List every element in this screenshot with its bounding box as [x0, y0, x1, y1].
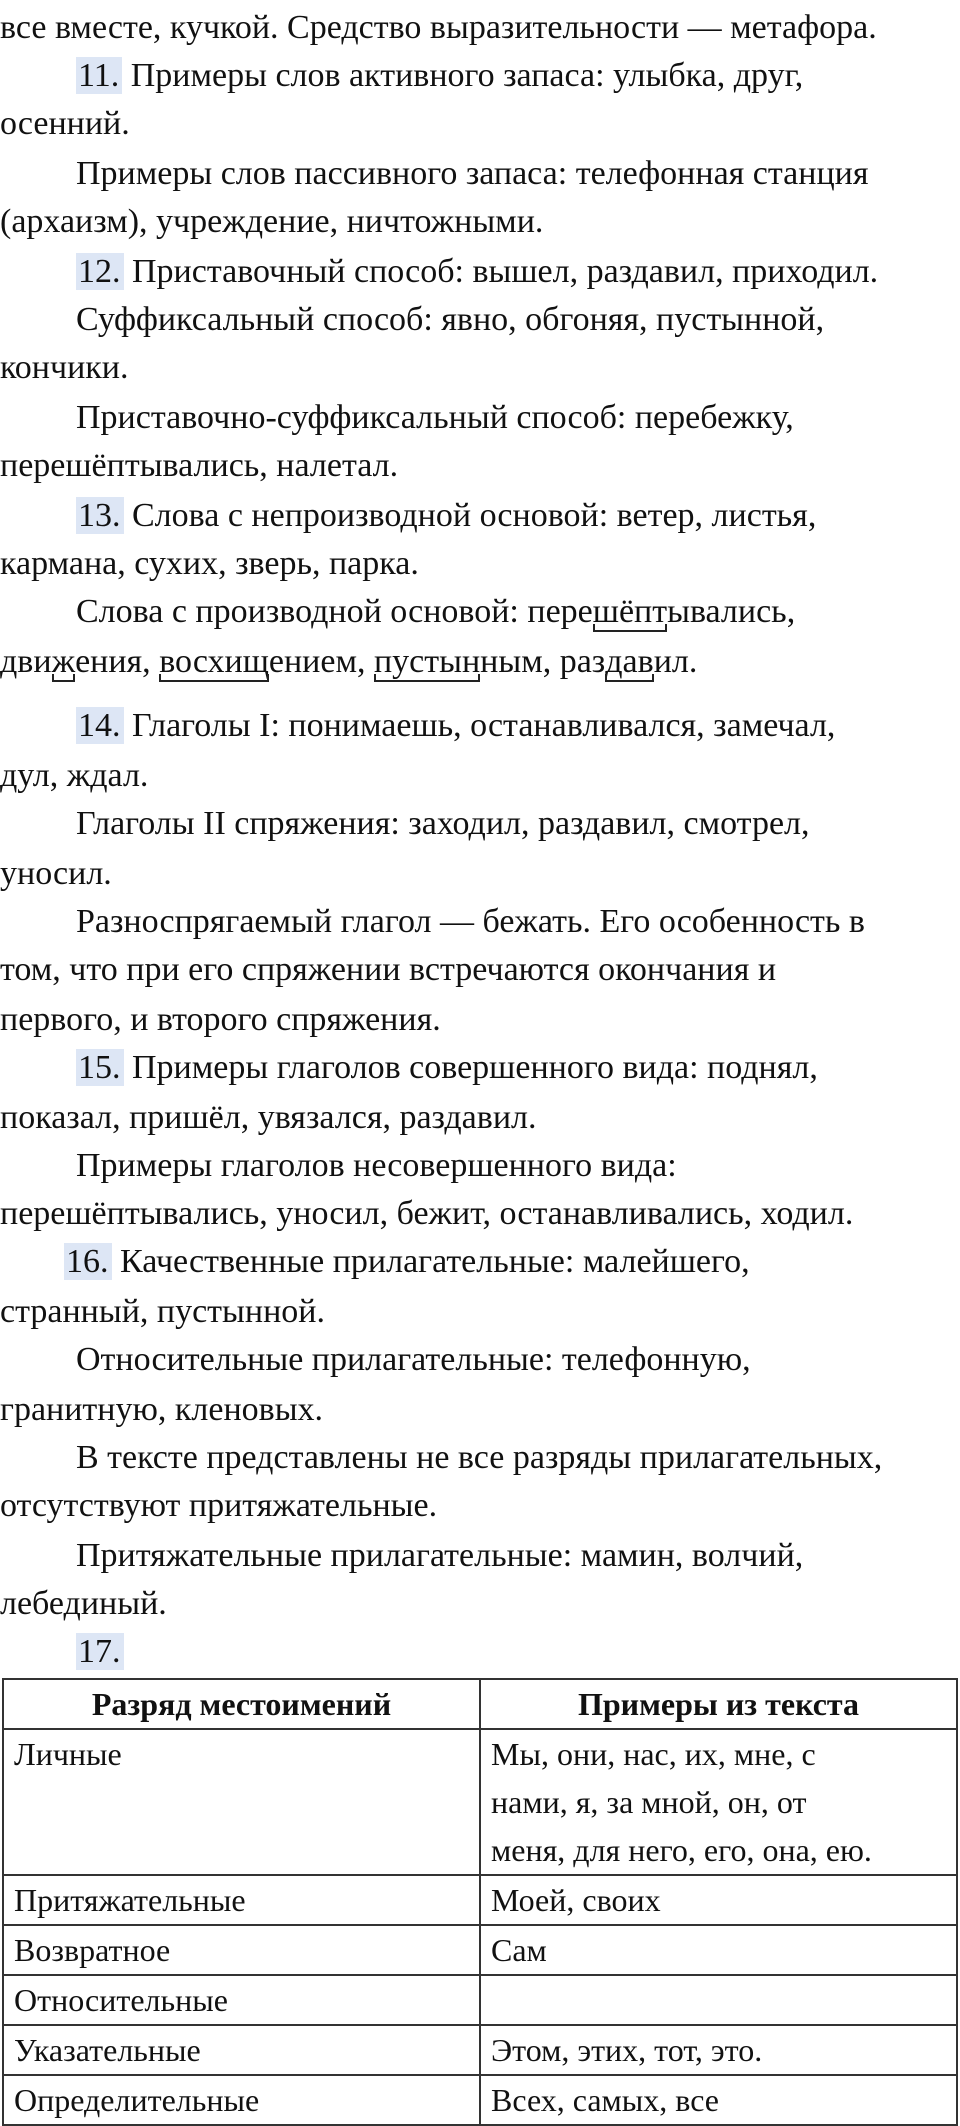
text-span: Глаголы I: понимаешь, останавливался, замечал, — [123, 707, 836, 744]
examples-cell — [480, 1975, 957, 2025]
category-cell: Указательные — [3, 2025, 480, 2075]
text-span: ным, раз — [480, 643, 606, 680]
text-line — [0, 542, 419, 586]
suffix-mark: пустын — [374, 640, 480, 684]
text-line — [64, 1240, 750, 1284]
examples-line: Мы, они, нас, их, мне, с — [491, 1736, 816, 1772]
suffix-mark: шёпт — [593, 590, 667, 634]
text-line — [0, 346, 129, 390]
text-line — [0, 1484, 437, 1528]
text-line — [0, 444, 398, 488]
answer-number: 14. — [76, 707, 124, 744]
text-span: показал, пришёл, увязался, раздавил. — [0, 1099, 537, 1136]
text-line — [0, 1192, 853, 1236]
table-row — [3, 2075, 957, 2125]
text-span: Примеры слов пассивного запаса: телефонная станция — [76, 155, 869, 192]
answer-number: 13. — [76, 497, 124, 534]
text-span: перешёптывались, налетал. — [0, 447, 399, 484]
text-line — [0, 640, 697, 684]
text-span: ил. — [653, 643, 698, 680]
text-span: осенний. — [0, 105, 130, 142]
text-line — [76, 1338, 751, 1382]
text-span: Качественные прилагательные: малейшего, — [111, 1243, 750, 1280]
category-cell: Относительные — [3, 1975, 480, 2025]
table-row — [3, 1925, 957, 1975]
text-line — [0, 852, 112, 896]
table-row — [3, 2025, 957, 2075]
suffix-mark: восхищ — [159, 640, 269, 684]
answer-number: 12. — [76, 253, 124, 290]
text-line — [76, 54, 803, 98]
column-header: Примеры из текста — [480, 1679, 957, 1729]
text-span: дви — [0, 643, 52, 680]
text-span: (архаизм), учреждение, ничтожными. — [0, 203, 544, 240]
text-line — [0, 1096, 536, 1140]
suffix-mark: дав — [605, 640, 653, 684]
table-row — [3, 1975, 957, 2025]
text-line — [76, 298, 824, 342]
text-span: первого, и второго спряжения. — [0, 1001, 441, 1038]
text-span: Приставочный способ: вышел, раздавил, приходил. — [123, 253, 879, 290]
examples-cell — [480, 1729, 957, 1875]
text-line — [0, 102, 130, 146]
text-line — [76, 900, 865, 944]
table-row — [3, 1729, 957, 1875]
text-line — [0, 754, 148, 798]
text-line — [76, 1436, 882, 1480]
text-line — [76, 802, 810, 846]
suffix-mark: ж — [52, 640, 76, 684]
examples-cell: Всех, самых, все — [480, 2075, 957, 2125]
text-span: перешёптывались, уносил, бежит, останавливались, ходил. — [0, 1195, 854, 1232]
text-span: Суффиксальный способ: явно, обгоняя, пустынной, — [76, 301, 825, 338]
table-row — [3, 1875, 957, 1925]
text-span: Примеры слов активного запаса: улыбка, друг, — [122, 57, 804, 94]
table-header-row — [3, 1679, 957, 1729]
text-span: Приставочно-суффиксальный способ: перебежку, — [76, 399, 794, 436]
category-cell: Возвратное — [3, 1925, 480, 1975]
text-span: ения, — [75, 643, 160, 680]
text-line — [0, 200, 543, 244]
text-span: гранитную, кленовых. — [0, 1391, 324, 1428]
text-line — [76, 1046, 818, 1090]
text-span: ывались, — [667, 593, 796, 630]
examples-cell: Этом, этих, тот, это. — [480, 2025, 957, 2075]
text-span: Слова с производной основой: пере — [76, 593, 593, 630]
text-line — [76, 152, 868, 196]
category-cell: Определительные — [3, 2075, 480, 2125]
text-span: Притяжательные прилагательные: мамин, волчий, — [76, 1537, 804, 1574]
answer-number: 17. — [76, 1633, 124, 1670]
text-line — [76, 704, 835, 748]
text-span: том, что при его спряжении встречаются окончания и — [0, 951, 777, 988]
text-line — [76, 250, 878, 294]
text-span: дул, ждал. — [0, 757, 149, 794]
text-line — [76, 590, 795, 634]
text-line — [76, 396, 794, 440]
text-span: все вместе, кучкой. Средство выразительности — метафора. — [0, 9, 877, 46]
answer-number: 16. — [64, 1243, 112, 1280]
text-line — [76, 494, 816, 538]
text-span: лебединый. — [0, 1585, 167, 1622]
text-line — [0, 1388, 323, 1432]
text-span: Примеры глаголов совершенного вида: поднял, — [123, 1049, 818, 1086]
column-header: Разряд местоимений — [3, 1679, 480, 1729]
examples-line: нами, я, за мной, он, от — [491, 1784, 807, 1820]
examples-line: меня, для него, его, она, ею. — [491, 1832, 872, 1868]
category-cell: Личные — [3, 1729, 480, 1875]
text-line — [76, 1630, 124, 1674]
text-span: уносил. — [0, 855, 112, 892]
text-span: Глаголы II спряжения: заходил, раздавил, смотрел, — [76, 805, 810, 842]
text-line — [0, 948, 776, 992]
answer-number: 11. — [76, 57, 122, 94]
text-span: Примеры глаголов несовершенного вида: — [76, 1147, 677, 1184]
text-line — [76, 1144, 677, 1188]
text-span: кармана, сухих, зверь, парка. — [0, 545, 419, 582]
text-span: В тексте представлены не все разряды прилагательных, — [76, 1439, 883, 1476]
pronoun-table — [2, 1678, 958, 2126]
answer-number: 15. — [76, 1049, 124, 1086]
text-line — [0, 1290, 325, 1334]
text-line — [0, 6, 877, 50]
text-span: кончики. — [0, 349, 129, 386]
text-span: странный, пустынной. — [0, 1293, 325, 1330]
text-line — [0, 1582, 167, 1626]
text-span: Разноспрягаемый глагол — бежать. Его особенность в — [76, 903, 865, 940]
category-cell: Притяжательные — [3, 1875, 480, 1925]
text-span: Слова с непроизводной основой: ветер, листья, — [123, 497, 817, 534]
text-span: ением, — [268, 643, 374, 680]
text-line — [0, 998, 441, 1042]
text-span: Относительные прилагательные: телефонную, — [76, 1341, 751, 1378]
examples-cell: Моей, своих — [480, 1875, 957, 1925]
text-line — [76, 1534, 803, 1578]
examples-cell: Сам — [480, 1925, 957, 1975]
text-span: отсутствуют притяжательные. — [0, 1487, 438, 1524]
